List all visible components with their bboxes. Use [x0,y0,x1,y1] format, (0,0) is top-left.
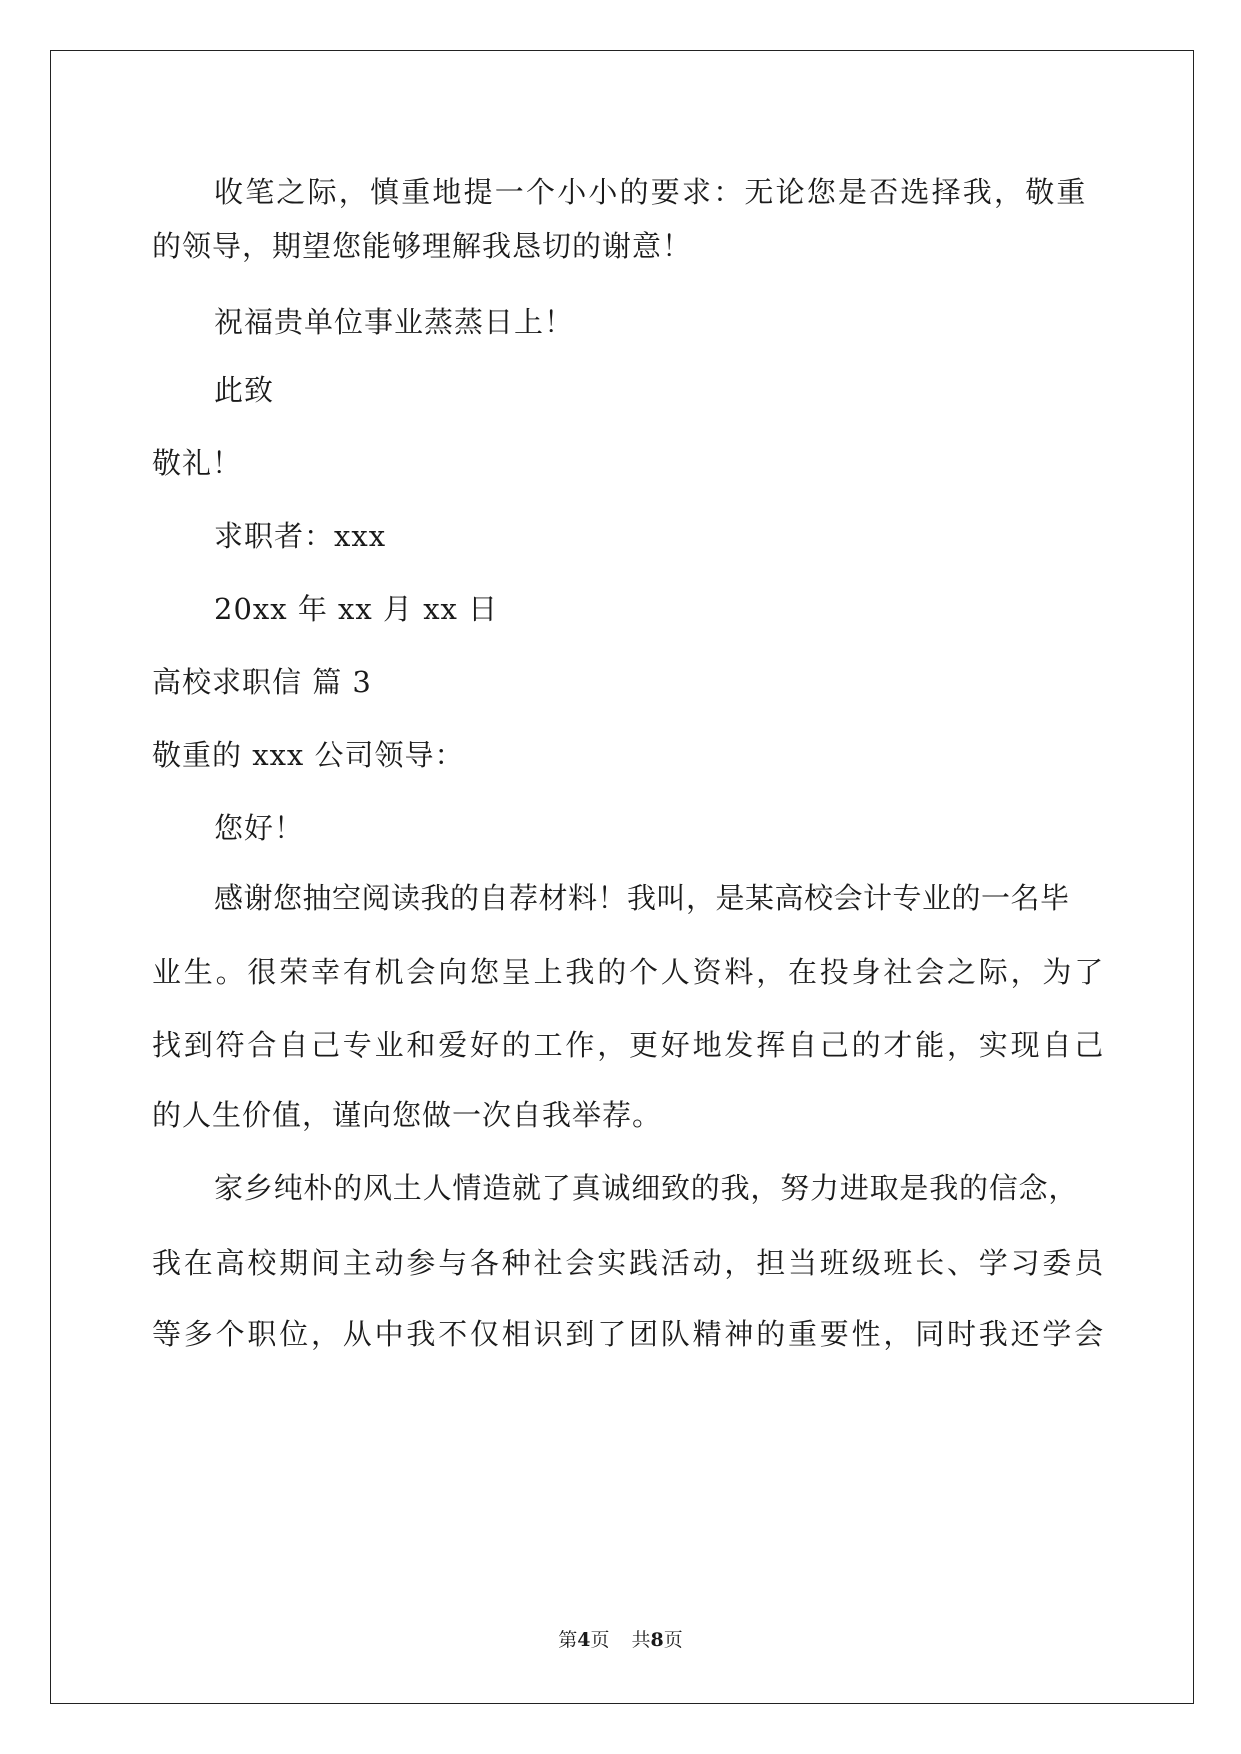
total-pages: 8 [650,1629,664,1651]
text-line: 求职者：xxx [214,519,387,553]
greeting: 您好！ [214,811,305,845]
text-line: 祝福贵单位事业蒸蒸日上！ [214,305,575,339]
text-line: 感谢您抽空阅读我的自荐材料！我叫，是某高校会计专业的一名毕 [214,881,1070,915]
date-line: 20xx 年 xx 月 xx 日 [214,592,499,626]
text-line: 找到符合自己专业和爱好的工作，更好地发挥自己的才能，实现自己 [152,1028,1107,1062]
text-line: 此致 [214,373,275,407]
page-footer [0,1628,1241,1652]
text-line: 家乡纯朴的风土人情造就了真诚细致的我，努力进取是我的信念， [214,1171,1079,1205]
footer-total-prefix: 共 [631,1629,651,1651]
footer-page-suffix: 页 [590,1629,610,1651]
text-line: 的人生价值，谨向您做一次自我举荐。 [152,1098,663,1132]
text-line: 收笔之际，慎重地提一个小小的要求：无论您是否选择我，敬重 [214,175,1088,209]
footer-total-suffix: 页 [663,1629,683,1651]
section-heading: 高校求职信 篇 3 [152,665,372,699]
footer-prefix: 第 [558,1629,578,1651]
text-line: 敬礼！ [152,446,243,480]
salutation: 敬重的 xxx 公司领导： [152,738,465,772]
text-line: 等多个职位，从中我不仅相识到了团队精神的重要性，同时我还学会 [152,1317,1107,1351]
text-line: 的领导，期望您能够理解我恳切的谢意！ [152,229,693,263]
page-border [50,50,1194,1704]
text-line: 业生。很荣幸有机会向您呈上我的个人资料，在投身社会之际，为了 [152,955,1107,989]
text-line: 我在高校期间主动参与各种社会实践活动，担当班级班长、学习委员 [152,1246,1107,1280]
page-number: 4 [577,1629,591,1651]
